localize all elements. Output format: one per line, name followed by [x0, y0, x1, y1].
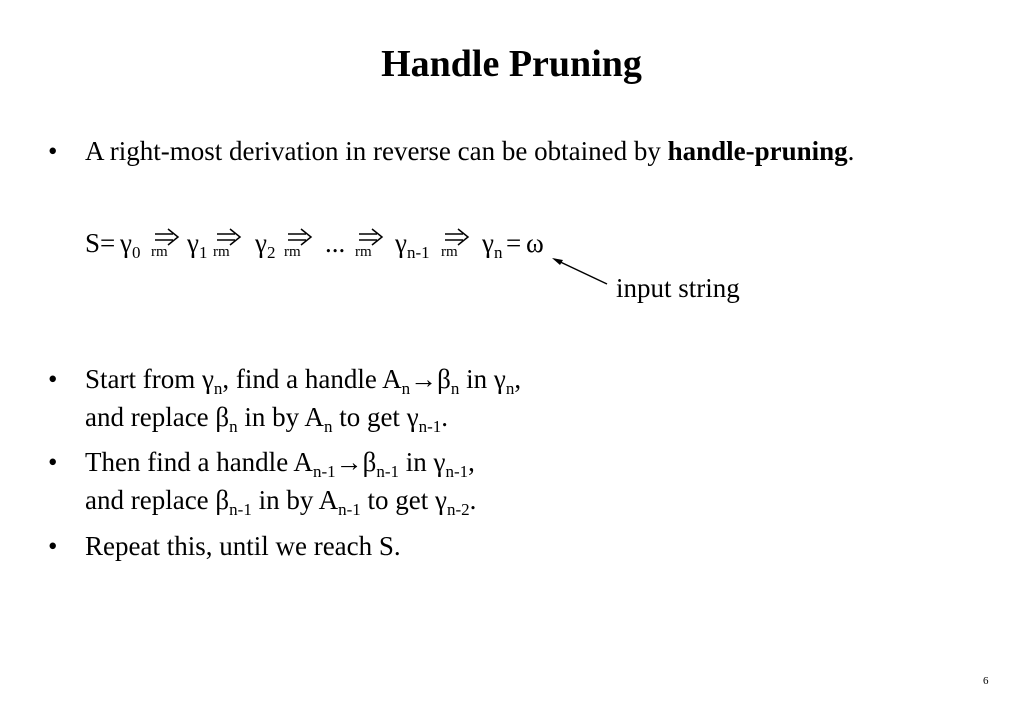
step-2-line-1: Then find a handle $A_{n-1}\to\beta_{n-1}$ in $\gamma_{n-1}$,: [85, 447, 475, 481]
rm-arrow: [211, 228, 245, 262]
bullet-step-3-text: Repeat this, until we reach S.: [85, 531, 401, 561]
bullet-dot: •: [48, 136, 58, 166]
bullet-step-2-text: [85, 443, 476, 519]
rm-label: rm: [441, 244, 458, 260]
intro-bold-term: handle-pruning: [667, 136, 848, 166]
gamma-n-1: $\gamma_{n-1}$: [395, 228, 430, 262]
slide-title: Handle Pruning: [381, 43, 642, 85]
bullet-dot: •: [48, 531, 58, 561]
intro-text: A right-most derivation in reverse can be obtained by: [85, 136, 668, 166]
omega: ω: [526, 228, 544, 258]
bullet-intro-text: [85, 132, 854, 170]
derivation-ellipsis: ...: [325, 228, 346, 258]
intro-tail: .: [847, 136, 855, 166]
gamma-0: $\gamma_0$: [120, 228, 141, 262]
rm-label: rm: [151, 244, 168, 260]
derivation-equals: =: [506, 228, 522, 258]
step-2-line-2: and replace $\beta_{n-1}$ in by $A_{n-1}$ to get $\gamma_{n-2}$.: [85, 485, 477, 519]
bullet-step-1-text: [85, 360, 521, 436]
rm-arrow: [439, 228, 473, 262]
page-number: 6: [983, 675, 989, 687]
rm-label: rm: [213, 244, 230, 260]
annotation-pointer-arrow-icon: [545, 252, 615, 292]
rm-label: rm: [355, 244, 372, 260]
gamma-2: $\gamma_2$: [255, 228, 276, 262]
gamma-n: $\gamma_n$: [482, 228, 503, 262]
rm-arrow: [149, 228, 183, 262]
annotation-input-string: input string: [616, 273, 740, 303]
rm-label: rm: [284, 244, 301, 260]
gamma-1: $\gamma_1$: [187, 228, 208, 262]
derivation-start: S=: [85, 228, 116, 258]
bullet-dot: •: [48, 447, 58, 477]
step-1-line-1: Start from $\gamma_n$, find a handle $A_n\to\beta_n$ in $\gamma_n$,: [85, 364, 522, 398]
rm-arrow: [353, 228, 387, 262]
step-1-line-2: and replace $\beta_n$ in by $A_n$ to get $\gamma_{n-1}$.: [85, 402, 449, 436]
bullet-dot: •: [48, 364, 58, 394]
rm-arrow: [282, 228, 316, 262]
